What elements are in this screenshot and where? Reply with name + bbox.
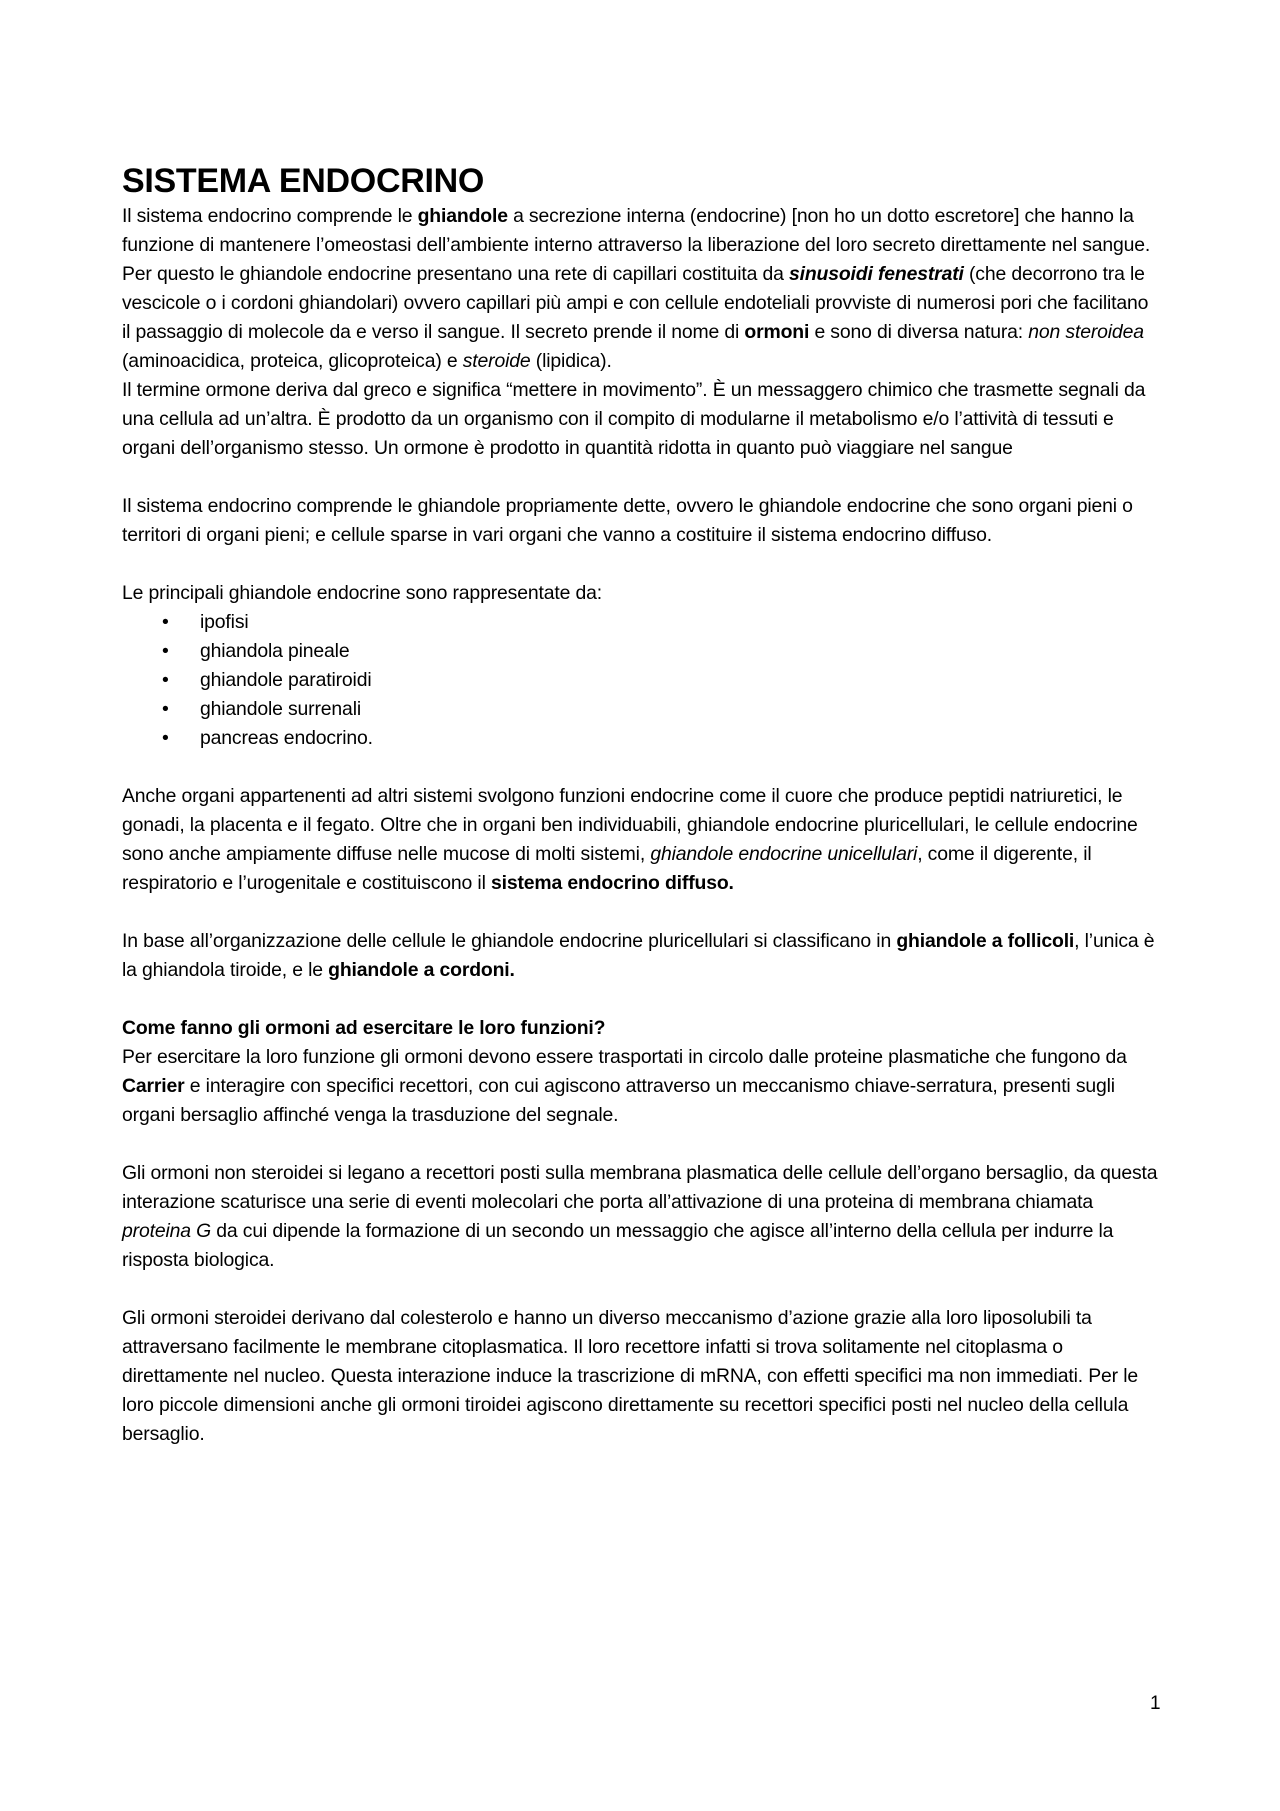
text-run: (aminoacidica, proteica, glicoproteica) e: [122, 350, 463, 372]
list-item: • ghiandole surrenali: [122, 695, 1158, 724]
paragraph-spacer: [122, 550, 1158, 579]
paragraph-non-steroidei: [122, 1159, 1158, 1275]
italic-term-steroide: steroide: [462, 350, 531, 372]
paragraph-spacer: [122, 1275, 1158, 1304]
bold-term-sistema-diffuso: sistema endocrino diffuso.: [490, 872, 734, 894]
italic-term-non-steroidea: non steroidea: [1028, 321, 1144, 343]
paragraph-other-organs: [122, 782, 1158, 898]
bold-term-ghiandole: ghiandole: [417, 205, 508, 227]
bold-term-carrier: Carrier: [122, 1075, 185, 1097]
text-run: In base all’organizzazione delle cellule le ghiandole endocrine pluricellulari si classificano in: [122, 930, 897, 952]
text-run: Gli ormoni non steroidei si legano a recettori posti sulla membrana plasmatica delle cellule dell’organo bersaglio, da questa interazione scaturisce una serie di eventi molecolari che porta all’attivazione di una proteina di membrana chiamata: [122, 1162, 1158, 1213]
text-run: (che decorrono tra le vescicole o i cordoni ghiandolari) ovvero capillari più ampi e con cellule endoteliali provviste di numerosi pori che facilitano il passaggio di molecole da e verso il sangue. Il secreto prende il nome di: [122, 263, 1149, 343]
text-run: Anche organi appartenenti ad altri sistemi svolgono funzioni endocrine come il cuore che produce peptidi natriuretici, le gonadi, la placenta e il fegato. Oltre che in organi ben individuabili, ghiandole endocrine pluricellulari, le cellule endocrine sono anche ampiamente diffuse nelle mucose di molti sistemi,: [122, 785, 1138, 865]
paragraph-intro: [122, 202, 1158, 376]
section-heading-text: Come fanno gli ormoni ad esercitare le loro funzioni?: [122, 1017, 606, 1039]
section-heading: [122, 1014, 1158, 1043]
bold-term-cordoni: ghiandole a cordoni.: [328, 959, 515, 981]
text-run: , l’unica è la ghiandola tiroide, e le: [122, 930, 1155, 981]
paragraph-spacer: [122, 1130, 1158, 1159]
text-run: da cui dipende la formazione di un secondo un messaggio che agisce all’interno della cellula per indurre la risposta biologica.: [122, 1220, 1114, 1271]
paragraph-ormone-definition: Il termine ormone deriva dal greco e significa “mettere in movimento”. È un messaggero chimico che trasmette segnali da una cellula ad un’altra. È prodotto da un organismo con il compito di modularne il metabolismo e/o l’attività di tessuti e organi dell’organismo stesso. Un ormone è prodotto in quantità ridotta in quanto può viaggiare nel sangue: [122, 379, 1146, 459]
list-item: • ghiandola pineale: [122, 637, 1158, 666]
paragraph-sistema-diffuso: Il sistema endocrino comprende le ghiandole propriamente dette, ovvero le ghiandole endocrine che sono organi pieni o territori di organi pieni; e cellule sparse in vari organi che vanno a costituire il sistema endocrino diffuso.: [122, 495, 1133, 546]
paragraph-carrier: [122, 1043, 1158, 1130]
page-title: SISTEMA ENDOCRINO: [122, 162, 484, 200]
paragraph-spacer: [122, 463, 1158, 492]
list-item: • pancreas endocrino.: [122, 724, 1158, 753]
bold-italic-term-sinusoidi: sinusoidi fenestrati: [788, 263, 964, 285]
paragraph-spacer: [122, 753, 1158, 782]
text-run: e interagire con specifici recettori, con cui agiscono attraverso un meccanismo chiave-serratura, presenti sugli organi bersaglio affinché venga la trasduzione del segnale.: [122, 1075, 1115, 1126]
list-item: • ipofisi: [122, 608, 1158, 637]
text-run: a secrezione interna (endocrine) [non ho un dotto escretore] che hanno la funzione di mantenere l’omeostasi dell’ambiente interno attraverso la liberazione del loro secreto direttamente nel sangue. Per questo le ghiandole endocrine presentano una rete di capillari costituita da: [122, 205, 1151, 285]
text-run: Per esercitare la loro funzione gli ormoni devono essere trasportati in circolo dalle proteine plasmatiche che fungono da: [122, 1046, 1127, 1068]
glands-list: [122, 608, 1158, 753]
text-run: Il sistema endocrino comprende le: [122, 205, 418, 227]
paragraph-steroidei: Gli ormoni steroidei derivano dal colesterolo e hanno un diverso meccanismo d’azione grazie alla loro liposolubili ta attraversano facilmente le membrane citoplasmatica. Il loro recettore infatti si trova solitamente nel citoplasma o direttamente nel nucleo. Questa interazione induce la trascrizione di mRNA, con effetti specifici ma non immediati. Per le loro piccole dimensioni anche gli ormoni tiroidei agiscono direttamente su recettori specifici posti nel nucleo della cellula bersaglio.: [122, 1307, 1139, 1445]
text-run: , come il digerente, il respiratorio e l’urogenitale e costituiscono il: [122, 843, 1092, 894]
text-run: e sono di diversa natura:: [809, 321, 1029, 343]
list-item: • ghiandole paratiroidi: [122, 666, 1158, 695]
paragraph-spacer: [122, 898, 1158, 927]
list-intro: Le principali ghiandole endocrine sono rappresentate da:: [122, 582, 602, 604]
paragraph-spacer: [122, 985, 1158, 1014]
page-number: 1: [1150, 1693, 1161, 1714]
italic-term-proteina-g: proteina G: [122, 1220, 212, 1242]
bold-term-follicoli: ghiandole a follicoli: [896, 930, 1075, 952]
bold-term-ormoni: ormoni: [744, 321, 810, 343]
text-run: (lipidica).: [530, 350, 612, 372]
document-body: [122, 160, 1158, 1449]
italic-term-unicellulari: ghiandole endocrine unicellulari: [650, 843, 918, 865]
paragraph-classification: [122, 927, 1158, 985]
